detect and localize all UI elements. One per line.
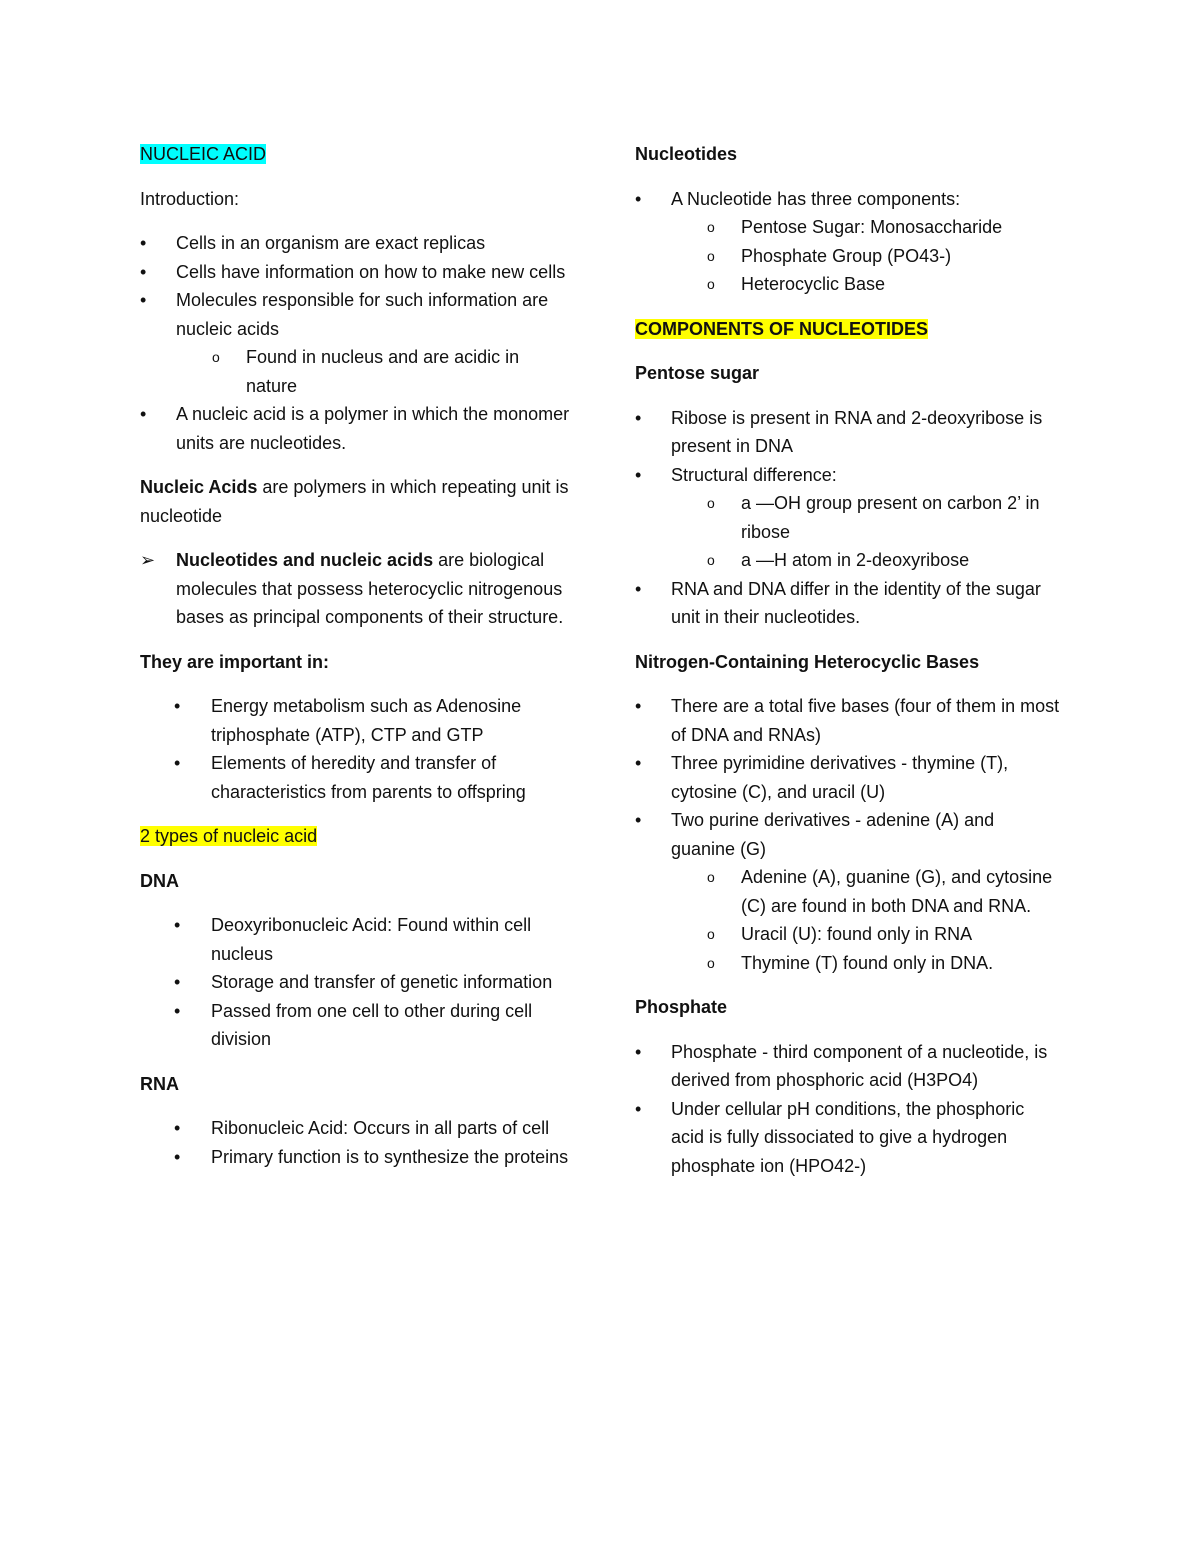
list-item: • Storage and transfer of genetic information (140, 968, 570, 997)
phosphate-list (635, 1038, 1060, 1181)
list-item: • Ribose is present in RNA and 2-deoxyribose is present in DNA (635, 404, 1060, 461)
bullet-icon: • (635, 810, 642, 830)
document-title: NUCLEIC ACID (140, 144, 267, 164)
list-item: • Structural difference: o a —OH group present on carbon 2’ in ribose o a —H atom in 2-deoxyribose (635, 461, 1060, 575)
list-item: • Primary function is to synthesize the proteins (140, 1143, 570, 1172)
sub-bullet-icon: o (707, 926, 715, 942)
pentose-list (635, 404, 1060, 632)
nucleotides-list (635, 185, 1060, 299)
nucleotides-sublist (671, 213, 1060, 299)
list-item: o Pentose Sugar: Monosaccharide (671, 213, 1060, 242)
list-item: • Three pyrimidine derivatives - thymine (T), cytosine (C), and uracil (U) (635, 749, 1060, 806)
dna-heading: DNA (140, 870, 179, 891)
bullet-icon: • (174, 972, 181, 992)
list-item: • Passed from one cell to other during cell division (140, 997, 570, 1054)
list-item: • RNA and DNA differ in the identity of the sugar unit in their nucleotides. (635, 575, 1060, 632)
bullet-icon: • (635, 464, 642, 485)
important-heading: They are important in: (140, 651, 330, 672)
intro-list (140, 229, 570, 457)
bases-heading: Nitrogen-Containing Heterocyclic Bases (635, 651, 980, 672)
rna-list (140, 1114, 570, 1171)
bullet-icon: • (174, 753, 181, 773)
bullet-icon: • (140, 233, 147, 253)
list-item: • Elements of heredity and transfer of characteristics from parents to offspring (140, 749, 570, 806)
left-column (140, 140, 570, 1171)
list-item: • A nucleic acid is a polymer in which the monomer units are nucleotides. (140, 400, 570, 457)
sub-bullet-icon: o (707, 869, 715, 885)
list-item: • Two purine derivatives - adenine (A) and guanine (G) o Adenine (A), guanine (G), and cytosine (C) are found in both DNA and RNA. o Uracil (U): found only in RNA o Thymine (T) found only in DNA. (635, 806, 1060, 977)
bullet-icon: • (174, 1000, 181, 1021)
bullet-icon: • (140, 404, 147, 424)
intro-sublist (176, 343, 570, 400)
arrow-paragraph: ➢ Nucleotides and nucleic acids are biological molecules that possess heterocyclic nitrogenous bases as principal components of their structure. (140, 546, 570, 632)
important-list (140, 692, 570, 806)
phosphate-heading: Phosphate (635, 997, 728, 1017)
pentose-sublist (671, 489, 1060, 575)
sub-bullet-icon: o (707, 247, 715, 264)
list-item: • Deoxyribonucleic Acid: Found within cell nucleus (140, 911, 570, 968)
list-item: • Ribonucleic Acid: Occurs in all parts of cell (140, 1114, 570, 1143)
list-item: o Heterocyclic Base (671, 270, 1060, 299)
list-item: o a —OH group present on carbon 2’ in ribose (671, 489, 1060, 546)
bullet-icon: • (635, 1041, 642, 1062)
bullet-icon: • (174, 915, 181, 935)
bases-sublist (671, 863, 1060, 977)
bullet-icon: • (635, 696, 642, 716)
bullet-icon: • (174, 1146, 181, 1167)
bullet-icon: • (174, 696, 181, 716)
list-item: • There are a total five bases (four of them in most of DNA and RNAs) (635, 692, 1060, 749)
sub-bullet-icon: o (707, 219, 715, 235)
bases-list (635, 692, 1060, 977)
rna-heading: RNA (140, 1073, 179, 1094)
list-item: • Molecules responsible for such information are nucleic acids o Found in nucleus and are acidic in nature (140, 286, 570, 400)
bullet-icon: • (140, 261, 147, 282)
bullet-icon: • (635, 1098, 642, 1119)
list-item: o Uracil (U): found only in RNA (671, 920, 1060, 949)
pentose-heading: Pentose sugar (635, 363, 760, 383)
types-heading: 2 types of nucleic acid (140, 826, 318, 846)
list-item: o a —H atom in 2-deoxyribose (671, 546, 1060, 575)
right-column (635, 140, 1060, 1180)
bullet-icon: • (140, 290, 147, 310)
sub-bullet-icon: o (707, 495, 715, 511)
list-item: • Phosphate - third component of a nucleotide, is derived from phosphoric acid (H3PO4) (635, 1038, 1060, 1095)
sub-bullet-icon: o (212, 349, 220, 365)
arrow-bullet-icon: ➢ (140, 550, 156, 570)
dna-list (140, 911, 570, 1054)
nucleotides-heading: Nucleotides (635, 144, 738, 164)
list-item: • Cells in an organism are exact replicas (140, 229, 570, 258)
bullet-icon: • (635, 407, 642, 428)
bullet-icon: • (635, 188, 642, 209)
sub-bullet-icon: o (707, 276, 715, 292)
list-item: o Found in nucleus and are acidic in nature (176, 343, 570, 400)
sub-bullet-icon: o (707, 954, 715, 971)
list-item: o Thymine (T) found only in DNA. (671, 949, 1060, 978)
list-item: o Adenine (A), guanine (G), and cytosine (C) are found in both DNA and RNA. (671, 863, 1060, 920)
components-heading: COMPONENTS OF NUCLEOTIDES (635, 318, 929, 339)
list-item: o Phosphate Group (PO43-) (671, 242, 1060, 271)
bullet-icon: • (635, 578, 642, 599)
list-item: • Cells have information on how to make new cells (140, 258, 570, 287)
bullet-icon: • (635, 753, 642, 773)
list-item: • Under cellular pH conditions, the phosphoric acid is fully dissociated to give a hydrogen phosphate ion (HPO42-) (635, 1095, 1060, 1181)
definition-paragraph: Nucleic Acids are polymers in which repeating unit is nucleotide (140, 477, 569, 526)
bullet-icon: • (174, 1118, 181, 1138)
intro-label: Introduction: (140, 188, 240, 209)
list-item: • Energy metabolism such as Adenosine triphosphate (ATP), CTP and GTP (140, 692, 570, 749)
sub-bullet-icon: o (707, 552, 715, 568)
list-item: • A Nucleotide has three components: o Pentose Sugar: Monosaccharide o Phosphate Group (PO43-) o Heterocyclic Base (635, 185, 1060, 299)
